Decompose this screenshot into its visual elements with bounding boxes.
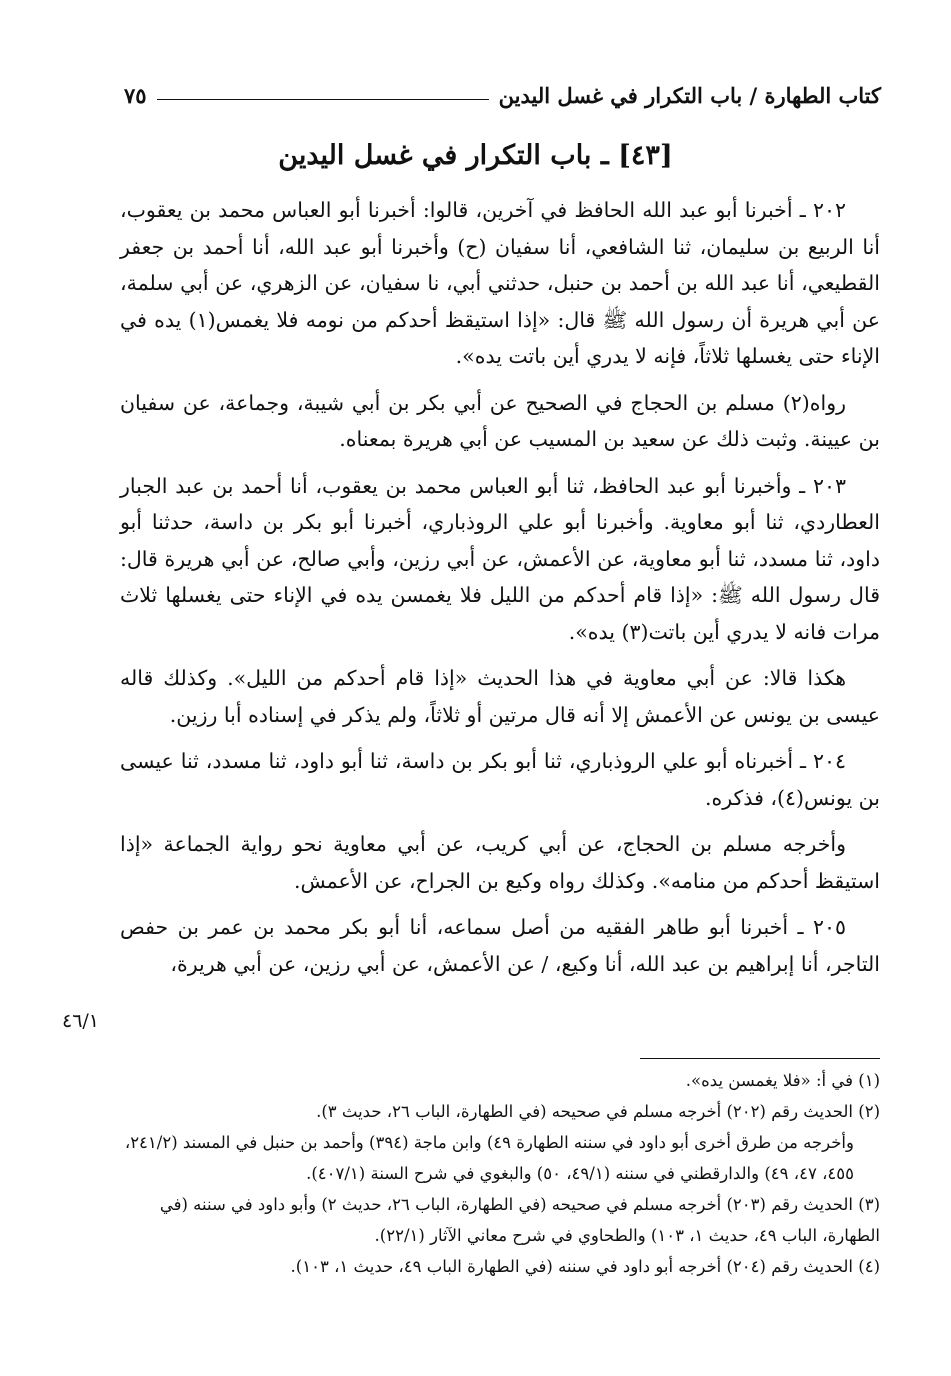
footnotes [120, 1065, 880, 1282]
hadith-205: ٢٠٥ ـ أخبرنا أبو طاهر الفقيه من أصل سماعه، أنا أبو بكر محمد بن عمر بن حفص التاجر، أنا إبراهيم بن عبد الله، أنا وكيع، / عن الأعمش، عن أبي رزين، عن أبي هريرة، [120, 915, 880, 976]
page-number: ٧٥ [124, 82, 147, 108]
commentary-paragraph: هكذا قالا: عن أبي معاوية في هذا الحديث «إذا قام أحدكم من الليل». وكذلك قاله عيسى بن يونس عن الأعمش إلا أنه قال مرتين أو ثلاثاً، ولم يذكر في إسناده أبا رزين. [120, 666, 880, 727]
commentary-paragraph: وأخرجه مسلم بن الحجاج، عن أبي كريب، عن أبي معاوية نحو رواية الجماعة «إذا استيقظ أحدكم من منامه». وكذلك رواه وكيع بن الجراح، عن الأعمش. [120, 832, 880, 893]
main-text [120, 192, 880, 992]
footnote-3: (٣) الحديث رقم (٢٠٣) أخرجه مسلم في صحيحه (في الطهارة، الباب ٢٦، حديث ٢) وأبو داود في سننه (في الطهارة، الباب ٤٩، حديث ١، ١٠٣) والطحاوي في شرح معاني الآثار (٢٢/١). [159, 1195, 880, 1245]
footnote-2: (٢) الحديث رقم (٢٠٢) أخرجه مسلم في صحيحه (في الطهارة، الباب ٢٦، حديث ٣). [316, 1102, 880, 1121]
footnote-divider [640, 1058, 880, 1059]
running-header [124, 78, 881, 112]
hadith-202: ٢٠٢ ـ أخبرنا أبو عبد الله الحافظ في آخرين، قالوا: أخبرنا أبو العباس محمد بن يعقوب، أنا الربيع بن سليمان، ثنا الشافعي، أنا سفيان (ح) وأخبرنا أبو عبد الله، أنا أحمد بن جعفر القطيعي، أنا عبد الله بن أحمد بن حنبل، حدثني أبي، نا سفيان، عن الزهري، عن أبي سلمة، عن أبي هريرة أن رسول الله ﷺ قال: «إذا استيقظ أحدكم من نومه فلا يغمس(١) يده في الإناء حتى يغسلها ثلاثاً، فإنه لا يدري أين باتت يده». [120, 198, 881, 368]
hadith-204: ٢٠٤ ـ أخبرناه أبو علي الروذباري، ثنا أبو بكر بن داسة، ثنا أبو داود، ثنا مسدد، ثنا عيسى بن يونس(٤)، فذكره. [120, 749, 880, 810]
margin-folio-reference: ٤٦/١ [62, 1010, 100, 1032]
header-rule [157, 99, 489, 100]
commentary-paragraph: رواه(٢) مسلم بن الحجاج في الصحيح عن أبي بكر بن أبي شيبة، وجماعة، عن سفيان بن عيينة. وثبت ذلك عن سعيد بن المسيب عن أبي هريرة بمعناه. [120, 390, 880, 451]
hadith-203: ٢٠٣ ـ وأخبرنا أبو عبد الحافظ، ثنا أبو العباس محمد بن يعقوب، أنا أحمد بن عبد الجبار العطاردي، ثنا أبو معاوية. وأخبرنا أبو علي الروذباري، أخبرنا أبو بكر بن داسة، حدثنا أبو داود، ثنا مسدد، ثنا أبو معاوية، عن الأعمش، عن أبي رزين، وأبي صالح، عن أبي هريرة قال: قال رسول الله ﷺ: «إذا قام أحدكم من الليل فلا يغمسن يده في الإناء حتى يغسلها ثلاث مرات فانه لا يدري أين باتت(٣) يده». [120, 473, 880, 644]
running-title: كتاب الطهارة / باب التكرار في غسل اليدين [498, 82, 881, 108]
chapter-title: [٤٣] ـ باب التكرار في غسل اليدين [278, 140, 673, 171]
footnote-2-continued: وأخرجه من طرق أخرى أبو داود في سننه الطهارة ٤٩) وابن ماجة (٣٩٤) وأحمد بن حنبل في المسند (٢٤١/٢، ٤٥٥، ٤٧، ٤٩) والدارقطني في سننه (٤٩/١، ٥٠) والبغوي في شرح السنة (٤٠٧/١). [124, 1133, 854, 1183]
footnote-1: (١) في أ: «فلا يغمسن يده». [685, 1071, 880, 1090]
footnote-4: (٤) الحديث رقم (٢٠٤) أخرجه أبو داود في سننه (في الطهارة الباب ٤٩، حديث ١، ١٠٣). [290, 1257, 880, 1276]
